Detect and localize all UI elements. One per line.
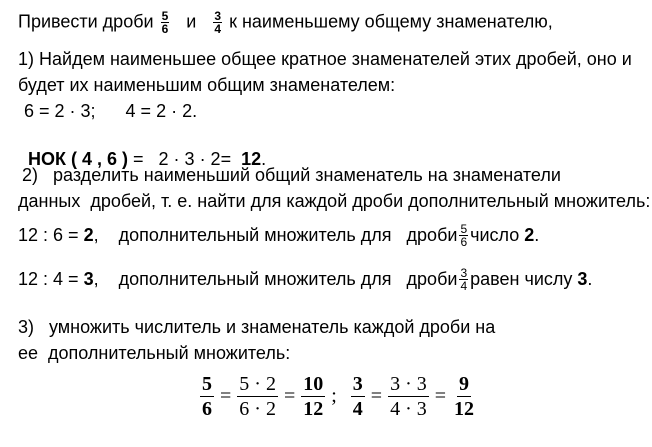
- result-formula: $\frac{5}{6}$ = $\frac{5 \cdot 2}{6 \cdot 2}$ = $\frac{10}{12}$ ; $\frac{3}{4}$ = $\frac{3 \cdot 3}{4 \cdot 3}$ = $\frac{9}{12}$: [202, 373, 475, 420]
- step2-row1: 12 : 6 = 2 , дополнительный множитель для дроби $\frac{5}{6}$ число 2 .: [18, 221, 540, 249]
- formula-frac-10-12: $\frac{10}{12}$: [303, 373, 324, 420]
- formula-frac-3-4: $\frac{3}{4}$: [352, 373, 363, 420]
- step2-line2: данных дробей, т. е. найти для каждой дроби дополнительный множитель:: [18, 191, 651, 211]
- step1-line2: будет их наименьшим общим знаменателем:: [18, 75, 396, 95]
- task-text-before: Привести дроби: [18, 11, 154, 32]
- formula-frac-mult-2: $\frac{3 \cdot 3}{4 \cdot 3}$: [390, 373, 427, 420]
- nok-result: 12: [241, 149, 262, 169]
- nok-expression: = 2 · 3 · 2=: [128, 149, 242, 169]
- task-fraction-2: $\frac{3}{4}$: [214, 9, 222, 36]
- task-text-after: к наименьшему общему знаменателю,: [229, 11, 553, 32]
- formula-frac-mult-1: $\frac{5 \cdot 2}{6 \cdot 2}$: [239, 373, 276, 420]
- row1-fraction: $\frac{5}{6}$: [460, 221, 468, 249]
- step1-factors: 6 = 2 · 3; 4 = 2 · 2.: [24, 101, 198, 121]
- task-and: и: [186, 11, 197, 32]
- task-statement: [18, 10, 553, 35]
- formula-frac-9-12: $\frac{9}{12}$: [454, 373, 475, 420]
- nok-label: НОК ( 4 , 6 ): [28, 149, 129, 169]
- step1-nok: НОК ( 4 , 6 ) = 2 · 3 · 2= 12.: [28, 149, 267, 169]
- step3-line1: 3) умножить числитель и знаменатель каждой дроби на: [18, 317, 496, 337]
- step3-line2: ее дополнительный множитель:: [18, 343, 291, 363]
- step2-line1: 2) разделить наименьший общий знаменатель на знаменатели: [22, 165, 561, 185]
- task-fraction-1: $\frac{5}{6}$: [161, 9, 169, 36]
- step2-row2: 12 : 4 = 3 , дополнительный множитель для дроби $\frac{3}{4}$ равен числу 3 .: [18, 265, 593, 293]
- formula-frac-5-6: $\frac{5}{6}$: [202, 373, 212, 420]
- row2-fraction: $\frac{3}{4}$: [460, 265, 468, 293]
- step1-line1: 1) Найдем наименьшее общее кратное знаменателей этих дробей, оно и: [18, 49, 632, 69]
